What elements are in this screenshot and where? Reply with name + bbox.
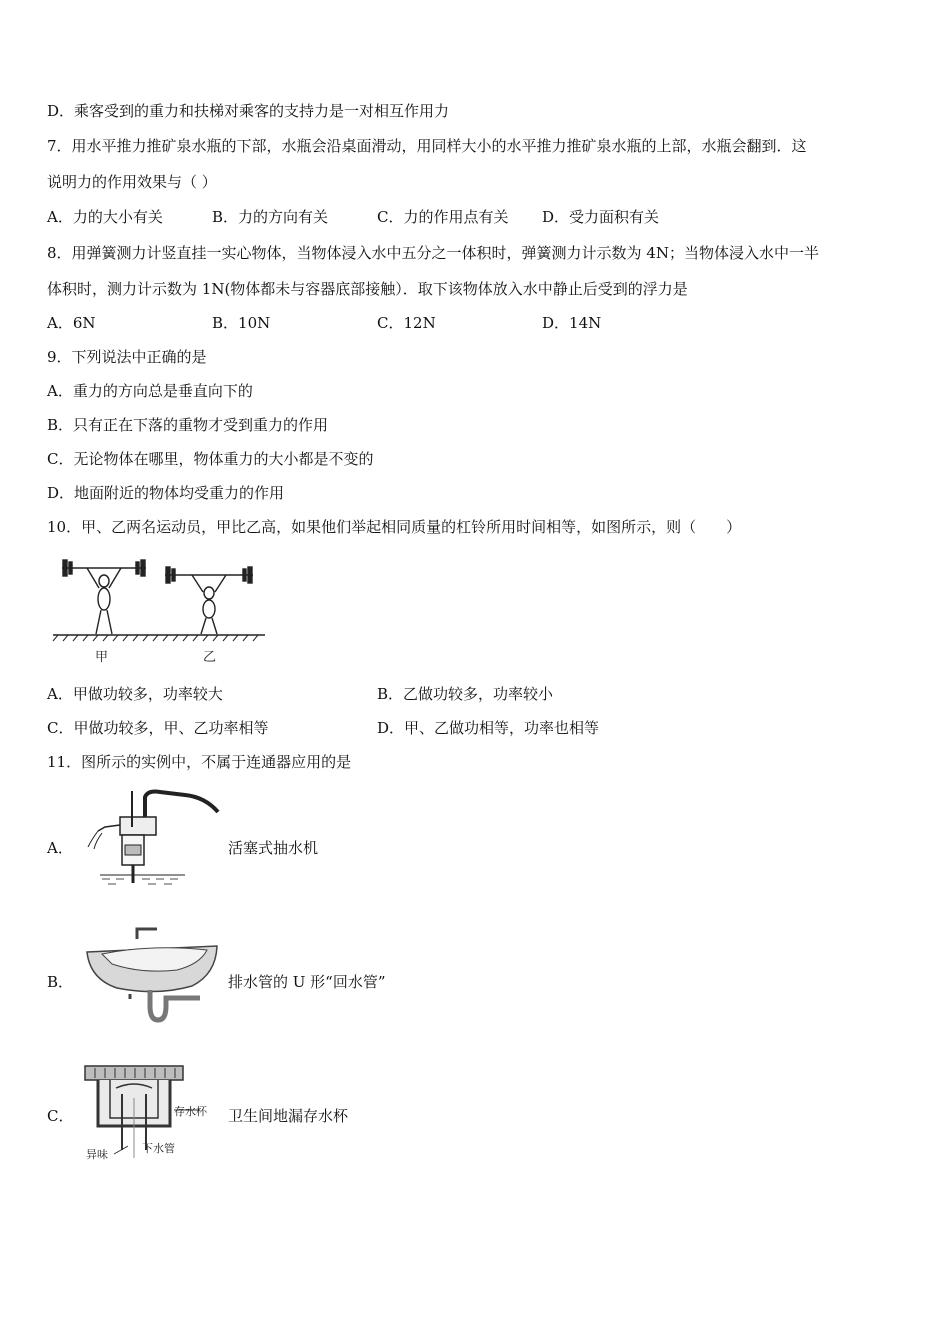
q9-option-a: A．重力的方向总是垂直向下的 — [47, 382, 253, 400]
q7-stem-line1: 7．用水平推力推矿泉水瓶的下部，水瓶会沿桌面滑动，用同样大小的水平推力推矿泉水瓶的上部，水瓶会翻到．这 — [47, 137, 807, 155]
label-drain-pipe: 下水管 — [142, 1142, 175, 1155]
q9-option-b: B．只有正在下落的重物才受到重力的作用 — [47, 416, 329, 434]
q9-stem: 9．下列说法中正确的是 — [47, 348, 207, 366]
q6-option-d: D．乘客受到的重力和扶梯对乘客的支持力是一对相互作用力 — [47, 102, 450, 120]
drain-grate — [85, 1066, 183, 1080]
q10-option-c: C．甲做功较多，甲、乙功率相等 — [47, 719, 269, 737]
q8-stem-line1: 8．用弹簧测力计竖直挂一实心物体，当物体浸入水中五分之一体积时，弹簧测力计示数为 4N；当物体浸入水中一半 — [47, 244, 819, 262]
q11-stem: 11．图所示的实例中，不属于连通器应用的是 — [47, 753, 352, 771]
label-yi: 乙 — [203, 650, 217, 665]
q10-option-d: D．甲、乙做功相等，功率也相等 — [377, 719, 600, 737]
faucet — [137, 929, 157, 939]
q9-option-d: D．地面附近的物体均受重力的作用 — [47, 484, 285, 502]
q7-option-c: C．力的作用点有关 — [377, 208, 509, 226]
q8-option-d: D．14N — [542, 314, 602, 332]
label-jia: 甲 — [95, 650, 109, 665]
pump-head — [120, 817, 156, 835]
label-odor: 异味 — [86, 1148, 108, 1161]
water-surface — [102, 879, 178, 884]
q8-option-c: C．12N — [377, 314, 436, 332]
piston — [125, 845, 141, 855]
q9-option-c: C．无论物体在哪里，物体重力的大小都是不变的 — [47, 450, 374, 468]
water-stream — [88, 831, 102, 849]
q8-option-b: B．10N — [212, 314, 271, 332]
spout — [98, 825, 120, 831]
q10-stem: 10．甲、乙两名运动员，甲比乙高，如果他们举起相同质量的杠铃所用时间相等，如图所示，则（ ） — [47, 518, 742, 536]
u-trap-pipe — [150, 990, 200, 1020]
q10-option-b: B．乙做功较多，功率较小 — [377, 685, 554, 703]
lifter-yi — [165, 567, 253, 634]
q8-stem-line2: 体积时，测力计示数为 1N(物体都未与容器底部接触）．取下该物体放入水中静止后受到的浮力是 — [47, 280, 688, 298]
q8-option-a: A．6N — [47, 314, 96, 332]
q11-option-a-caption: 活塞式抽水机 — [228, 839, 319, 857]
q10-option-a: A．甲做功较多，功率较大 — [47, 685, 223, 703]
piston-pump-figure — [80, 787, 220, 892]
q7-option-b: B．力的方向有关 — [212, 208, 329, 226]
q7-option-a: A．力的大小有关 — [47, 208, 163, 226]
q10-weightlifters-figure — [50, 553, 270, 668]
q11-option-a-letter: A． — [47, 839, 73, 857]
floor-drain-figure — [80, 1058, 228, 1166]
q7-option-d: D．受力面积有关 — [542, 208, 660, 226]
washbasin-u-trap-figure — [82, 924, 222, 1026]
ground-hatching — [53, 635, 258, 641]
label-water-cup: 存水杯 — [174, 1105, 207, 1118]
q11-option-b-caption: 排水管的 U 形“回水管” — [228, 973, 386, 991]
q7-stem-line2: 说明力的作用效果与（ ） — [47, 173, 217, 191]
lifter-jia — [62, 560, 146, 634]
q11-option-b-letter: B． — [47, 973, 74, 991]
q11-option-c-caption: 卫生间地漏存水杯 — [228, 1107, 349, 1125]
q11-option-c-letter: C． — [47, 1107, 74, 1125]
